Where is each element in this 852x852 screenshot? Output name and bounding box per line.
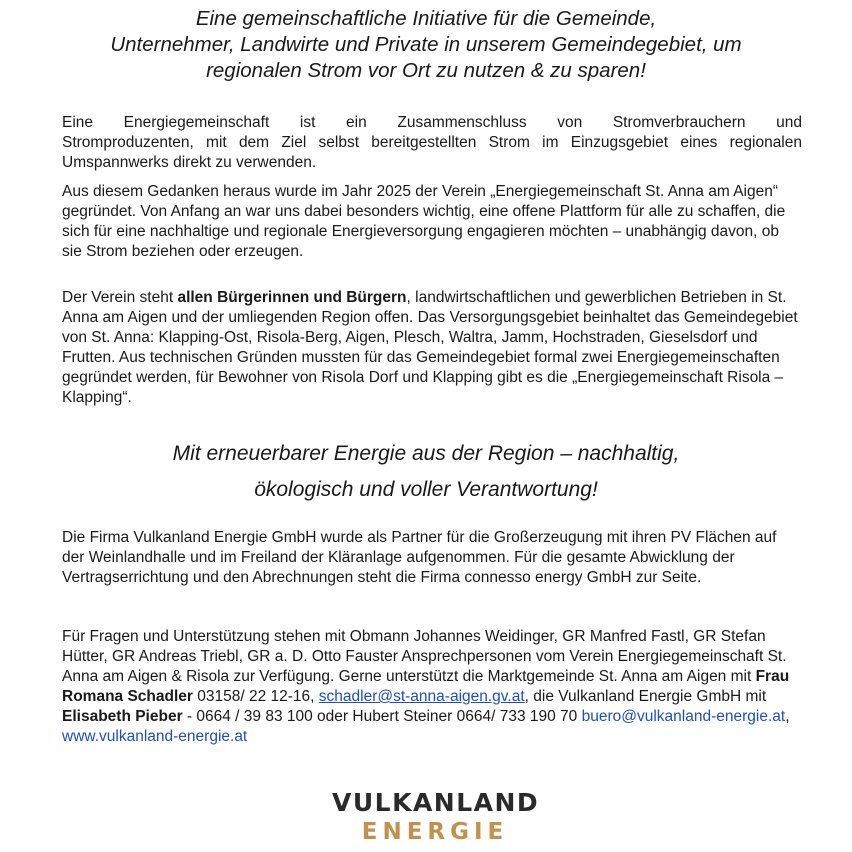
slogan xyxy=(40,436,812,508)
paragraph-membership xyxy=(62,288,802,408)
paragraph-line: Stromproduzenten, mit dem Ziel selbst bereitgestellten Strom im Einzugsgebiet eines regionalen xyxy=(62,134,802,151)
bold-text: allen Bürgerinnen und Bürgern xyxy=(177,289,407,306)
text-run: , xyxy=(785,708,790,725)
intro-heading-line: regionalen Strom vor Ort zu nutzen & zu sparen! xyxy=(206,59,646,82)
paragraph-text: Aus diesem Gedanken heraus wurde im Jahr 2025 der Verein „Energiegemeinschaft St. Anna am Aigen“ gegründet. Von Anfang an war uns dabei besonders wichtig, eine offene Plattform für alle zu schaffen, die sich für eine nachhaltige und regionale Energieversorgung engagieren möchten – unabhängig davon, ob sie Strom beziehen oder erzeugen. xyxy=(62,183,786,260)
text-run: , landwirtschaftlichen und gewerblichen Betrieben in St. Anna am Aigen und der umliegenden Region offen. Das Versorgungsgebiet beinhaltet das Gemeindegebiet von St. Anna: Klapping-Ost, Risola-Berg, Aigen, Plesch, Waltra, Jamm, Hochstraden, Gieselsdorf und Frutten. Aus technischen Gründen mussten für das Gemeindegebiet formal zwei Energiegemeinschaften gegründet werden, für Bewohner von Risola Dorf und Klapping gibt es die „Energiegemeinschaft Risola – Klapping“. xyxy=(62,289,798,406)
intro-heading-line: Unternehmer, Landwirte und Private in unserem Gemeindegebiet, um xyxy=(110,33,742,56)
paragraph-text xyxy=(62,627,802,747)
paragraph-definition xyxy=(62,113,802,173)
intro-heading-line: Eine gemeinschaftliche Initiative für die Gemeinde, xyxy=(195,7,657,30)
paragraph-contacts xyxy=(62,627,802,747)
logo-wordmark-bottom: ENERGIE xyxy=(361,819,509,845)
text-run: , die Vulkanland Energie GmbH mit xyxy=(524,688,767,705)
paragraph-text xyxy=(62,288,802,408)
paragraph-partners xyxy=(62,528,802,588)
logo-wordmark-top: VULKANLAND xyxy=(332,788,540,817)
email-link-buero[interactable]: buero@vulkanland-energie.at xyxy=(581,708,786,725)
text-run: - 0664 / 39 83 100 oder Hubert Steiner 0664/ 733 190 70 xyxy=(182,708,582,725)
text-run: Für Fragen und Unterstützung stehen mit Obmann Johannes Weidinger, GR Manfred Fastl, GR Stefan Hütter, GR Andreas Triebl, GR a. D. Otto Fauster Ansprechpersonen vom Verein Energiegemeinschaft St. Anna am Aigen & Risola zur Verfügung. Gerne unterstützt die Marktgemeinde St. Anna am Aigen mit xyxy=(62,628,787,685)
paragraph-text: Die Firma Vulkanland Energie GmbH wurde als Partner für die Großerzeugung mit ihren PV Flächen auf der Weinlandhalle und im Freiland der Kläranlage aufgenommen. Für die gesamte Abwicklung der Vertragserrichtung und den Abrechnungen steht die Firma connesso energy GmbH zur Seite. xyxy=(62,529,777,586)
text-run: 03158/ 22 12-16, xyxy=(192,688,319,705)
slogan-line: ökologisch und voller Verantwortung! xyxy=(254,478,598,501)
intro-heading xyxy=(40,6,812,84)
slogan-line: Mit erneuerbarer Energie aus der Region – nachhaltig, xyxy=(172,442,680,465)
vulkanland-energie-logo xyxy=(332,788,538,846)
contact-name-schadler: Frau Romana Schadler xyxy=(62,668,790,705)
website-link[interactable]: www.vulkanland-energie.at xyxy=(62,728,248,745)
paragraph-line: Eine Energiegemeinschaft ist ein Zusammenschluss von Stromverbrauchern und xyxy=(62,114,802,131)
paragraph-line: Umspannwerks direkt zu verwenden. xyxy=(62,154,317,171)
email-link-schadler[interactable]: schadler@st-anna-aigen.gv.at xyxy=(318,688,525,705)
paragraph-founding xyxy=(62,182,802,262)
text-run: Der Verein steht xyxy=(62,289,178,306)
contact-name-pieber: Elisabeth Pieber xyxy=(62,708,183,725)
